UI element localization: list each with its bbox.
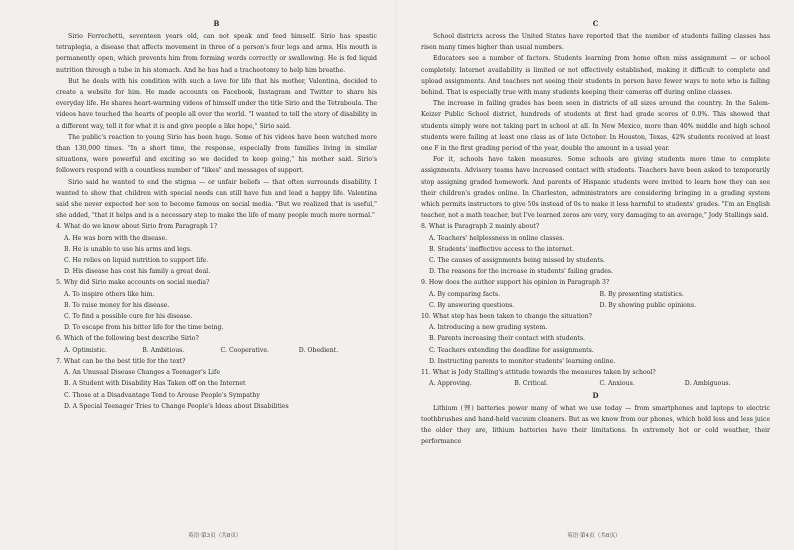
passage-b-paragraph-4: Sirio said he wanted to end the stigma — or unfair beliefs — that often surrounds disability. I wanted to show that children with special needs can still have fun and lead a happy life. Valentina said she never expected her son to become famous on social media. "But we realized that is useful," she added, "that it helps and is a necessary step to make the life of many people much more normal."	[56, 178, 377, 220]
section-c-title: C	[592, 19, 599, 28]
q9-option-b: B. By presenting statistics.	[599, 290, 684, 298]
q9-option-a: A. By comparing facts.	[429, 290, 501, 298]
left-page-footer: 英语·第3页（共8页）	[188, 533, 242, 539]
q11-option-d: D. Ambiguous.	[684, 380, 731, 388]
q8-option-b: B. Students' ineffective access to the internet.	[429, 245, 574, 253]
passage-c-paragraph-2: Educators see a number of factors. Students learning from home often miss assignment — or school completely. Internet availability is limited or not effectively established, making it difficult to complete and upload assignments. And teachers not seeing their students in person have fewer ways to note who is falling behind. That is especially true with many students keeping their cameras off during online classes.	[421, 55, 770, 97]
q5-option-a: A. To inspire others like him.	[64, 290, 155, 298]
q10-option-d: D. Instructing parents to monitor students' learning online.	[429, 357, 616, 365]
section-b-title: B	[213, 19, 220, 28]
q6-option-d: D. Obedient.	[298, 346, 339, 354]
passage-b-paragraph-1: Sirio Ferrechetti, seventeen years old, can not speak and feed himself. Sirio has spastic tetraplegia, a disease that affects movement in three of a person's four legs and arms. His mouth is permanently open, which prevents him from forming words correctly or swallowing. He is fed liquid nutrition through a tube in his stomach. And he has had a tracheotomy to help him breathe.	[56, 33, 377, 74]
q5-option-c: C. To find a possible cure for his disease.	[64, 313, 193, 321]
q5-option-b: B. To raise money for his disease.	[64, 301, 170, 309]
q6-option-a: A. Optimistic.	[64, 346, 107, 354]
question-6-stem: 6. Which of the following best describe Sirio?	[56, 335, 199, 343]
q11-options	[429, 378, 770, 389]
q10-option-c: C. Teachers extending the deadline for assignments.	[429, 346, 594, 354]
passage-d-paragraph-1: Lithium (锂) batteries power many of what we use today — from smartphones and laptops to electric toothbrushes and hand-held vacuum cleaners. But as we know from our phones, which hold less and less juice the older they are, lithium batteries have their limitations. In extremely hot or cold weather, their performance	[421, 404, 770, 446]
question-9-stem: 9. How does the author support his opinion in Paragraph 3?	[421, 279, 610, 287]
right-page	[397, 0, 794, 550]
question-5-stem: 5. Why did Sirio make accounts on social media?	[56, 279, 210, 287]
q8-option-c: C. The causes of assignments being missed by students.	[429, 257, 606, 265]
passage-c-paragraph-3: The increase in failing grades has been seen in districts of all sizes around the country. In the Salem-Keizer Public School district, hundreds of students at first had grade scores of 0.0%. This showed that students simply were not taking part in school at all. In New Mexico, more than 40% middle and high school students were failing at least one class as of late October. In Houston, Texas, 42% students received at least one F in the first grading period of the year, double the amount in a usual year.	[421, 100, 770, 153]
passage-c-paragraph-4: For it, schools have taken measures. Some schools are giving students more time to complete assignments. Advisory teams have increased contact with students. Teachers have been asked to temporarily stop assigning graded homework. And parents of Hispanic students were invited to learn how they can see their children's grades online. In Charleston, administrators are considering bringing in a grading system which permits instructors to give 50s instead of 0s to make it less harmful to students' grades. "I'm an English teacher, not a math teacher, but I've learned zeros are very, very damaging to an average," Jody Stallings said.	[421, 156, 770, 220]
q7-option-c: C. Those at a Disadvantage Tend to Arouse People's Sympathy	[64, 391, 260, 399]
question-7-stem: 7. What can be the best title for the text?	[56, 357, 186, 365]
q6-options	[64, 345, 377, 356]
q8-option-a: A. Teachers' helplessness in online classes.	[429, 234, 565, 242]
q10-option-a: A. Introducing a new grading system.	[429, 324, 548, 332]
passage-b-paragraph-2: But he deals with his condition with such a love for life that his mother, Valentina, decided to create a website for him. He made accounts on Facebook, Instagram and Twitter to share his everyday life. He shares heart-warming videos of himself under the title Sirio and the Tetraboula. The videos have touched the hearts of people all over the world. "I wanted to tell the story of disability in a different way, tell it for what it is and give people a like hope," Sirio said.	[56, 77, 377, 130]
q9-option-d: D. By showing public opinions.	[599, 301, 697, 309]
section-d-title: D	[592, 390, 599, 400]
q7-option-a: A. An Unusual Disease Changes a Teenager's Life	[64, 369, 220, 377]
q11-option-c: C. Anxious.	[599, 380, 635, 388]
q4-option-a: A. He was born with the disease.	[64, 234, 168, 242]
question-8-stem: 8. What is Paragraph 2 mainly about?	[421, 223, 540, 231]
q8-option-d: D. The reasons for the increase in students' failing grades.	[429, 268, 614, 276]
question-10-stem: 10. What step has been taken to change the situation?	[421, 313, 592, 321]
q9-options	[429, 289, 770, 311]
q4-option-b: B. He is unable to use his arms and legs.	[64, 245, 192, 253]
q11-option-a: A. Approving.	[429, 380, 472, 388]
q6-option-b: B. Ambitious.	[142, 346, 185, 354]
q11-option-b: B. Critical.	[514, 380, 548, 388]
q10-option-b: B. Parents increasing their contact with students.	[429, 335, 585, 343]
right-page-footer: 英语·第4页（共8页）	[567, 533, 621, 539]
q9-option-c: C. By answering questions.	[429, 301, 515, 309]
q6-option-c: C. Cooperative.	[220, 346, 269, 354]
q7-option-d: D. A Special Teenager Tries to Change People's Ideas about Disabilities	[64, 402, 289, 410]
q4-option-c: C. He relies on liquid nutrition to support life.	[64, 257, 209, 265]
q5-option-d: D. To escape from his bitter life for the time being.	[64, 324, 224, 332]
question-4-stem: 4. What do we know about Sirio from Paragraph 1?	[56, 223, 218, 231]
q4-option-d: D. His disease has cost his family a great deal.	[64, 268, 211, 276]
q7-option-b: B. A Student with Disability Has Taken off on the Internet	[64, 380, 246, 388]
passage-b-paragraph-3: The public's reaction to young Sirio has been huge. Some of his videos have been watched more than 130,000 times. "In a short time, the response, especially from families living in similar situations, were powerful and exciting so we decided to keep going," his mother said. Sirio's followers respond with a countless number of "likes" and messages of support.	[56, 133, 377, 175]
question-11-stem: 11. What is Jody Stalling's attitude towards the measures taken by school?	[421, 369, 656, 377]
passage-c-paragraph-1: School districts across the United States have reported that the number of students failing classes has risen many times higher than usual numbers.	[421, 33, 770, 52]
